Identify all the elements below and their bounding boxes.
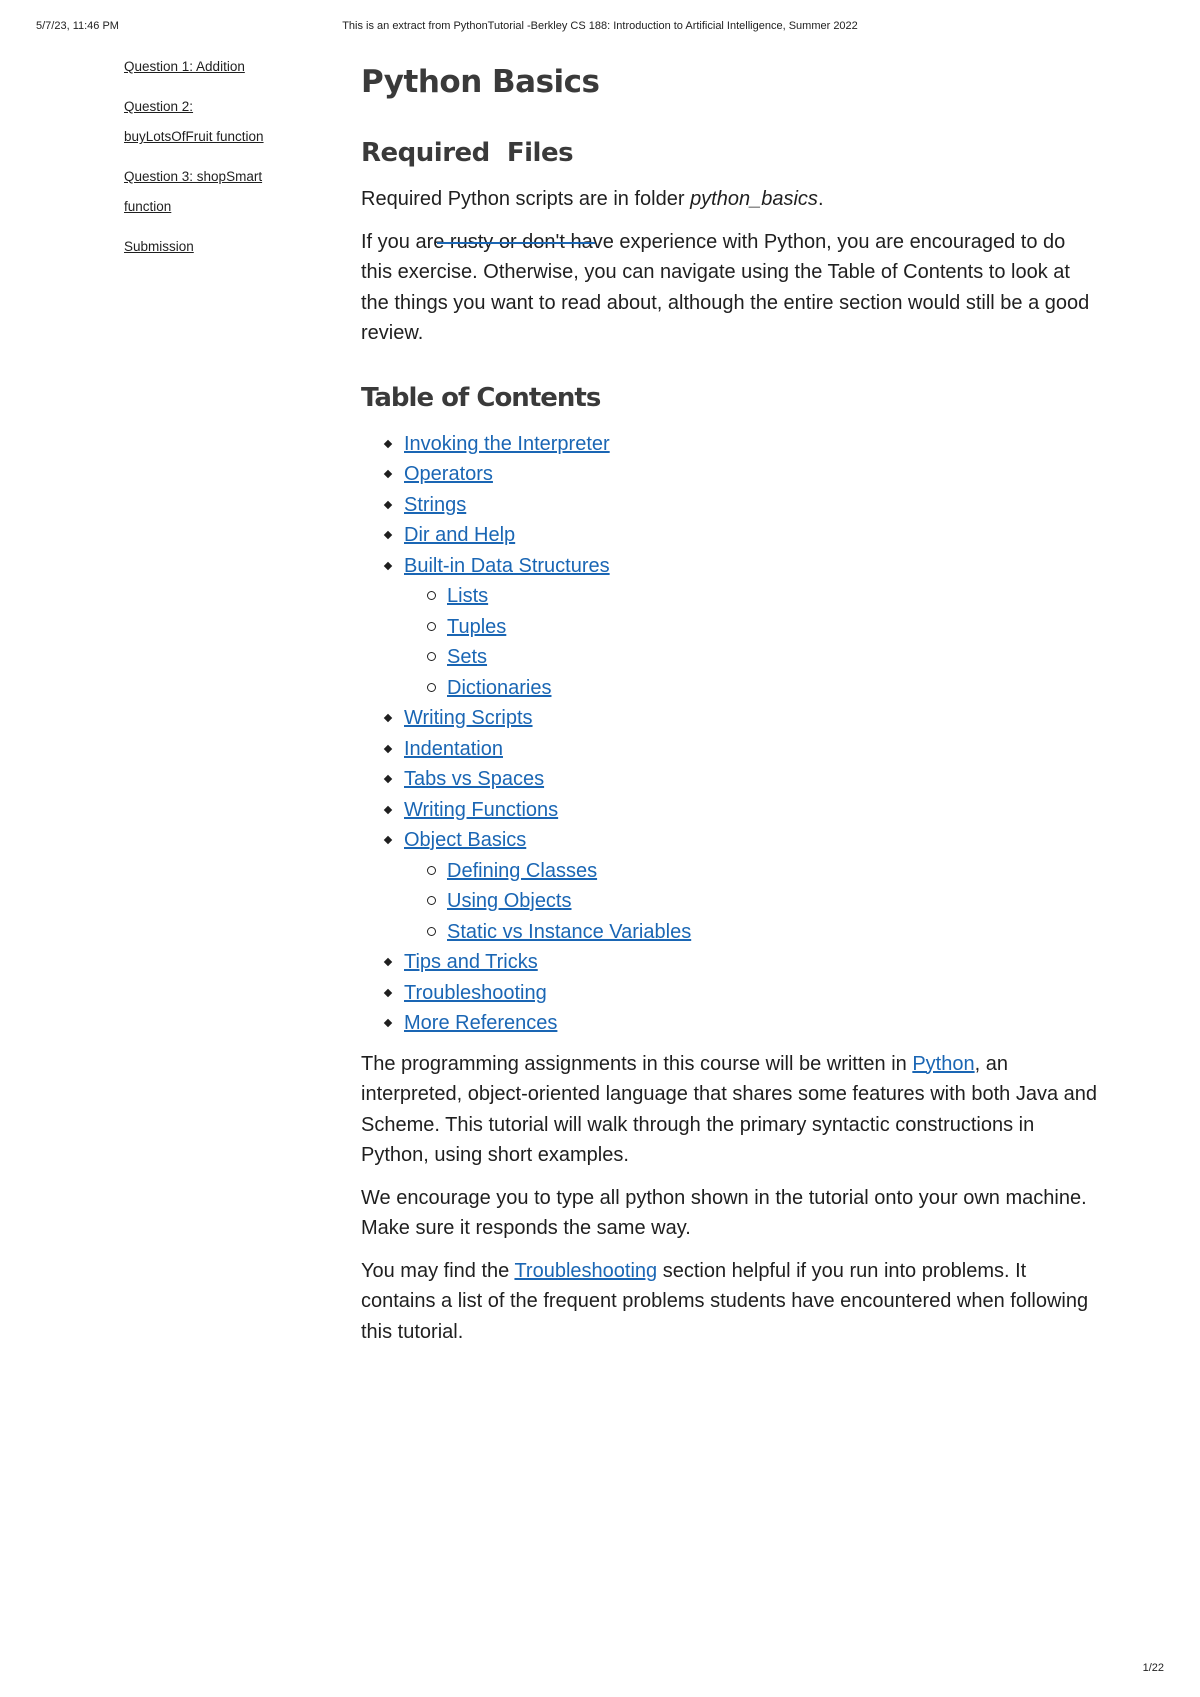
toc-sublist: [404, 581, 1101, 703]
intro-paragraph-2: We encourage you to type all python shown in the tutorial onto your own machine. Make sure it responds the same way.: [361, 1186, 1087, 1239]
print-title: This is an extract from PythonTutorial -Berkley CS 188: Introduction to Artificial Intelligence, Summer 2022: [342, 20, 858, 32]
list-item: [385, 490, 1101, 521]
sidebar-item-submission[interactable]: Submission: [124, 239, 194, 254]
list-item: [385, 429, 1101, 460]
sidebar-nav: [124, 52, 324, 272]
sidebar-item-question-2[interactable]: Question 2: buyLotsOfFruit function: [124, 99, 264, 144]
toc-link-writing-functions[interactable]: Writing Functions: [404, 798, 559, 821]
circle-bullet-icon: [427, 866, 436, 875]
toc-link-dir-help[interactable]: Dir and Help: [404, 524, 516, 546]
list-item: [385, 947, 1101, 978]
toc-link-invoking-interpreter[interactable]: Invoking the Interpreter: [404, 432, 610, 455]
list-item: [385, 825, 1101, 947]
toc-link-using-objects[interactable]: Using Objects: [447, 890, 572, 912]
sidebar-item-question-3[interactable]: Question 3: shopSmart function: [124, 169, 263, 214]
intro-paragraph-3: [361, 1256, 1101, 1348]
circle-bullet-icon: [427, 622, 436, 631]
circle-bullet-icon: [427, 652, 436, 661]
page-number: 1/22: [1142, 1662, 1164, 1674]
toc-sublist: [404, 856, 1101, 948]
intro-p1-suffix: , an interpreted, object-oriented language that shares some features with both Java and Scheme. This tutorial will walk through the primary syntactic constructions in Python, using short examples.: [361, 1052, 1098, 1166]
diamond-bullet-icon: [384, 500, 392, 508]
intro-p3-prefix: You may find the: [361, 1259, 515, 1282]
toc-link-writing-scripts[interactable]: Writing Scripts: [404, 707, 533, 729]
diamond-bullet-icon: [384, 439, 392, 447]
main-content: [361, 64, 1101, 1359]
diamond-bullet-icon: [384, 988, 392, 996]
toc-link-operators[interactable]: Operators: [404, 463, 493, 485]
list-item: [428, 642, 1101, 673]
circle-bullet-icon: [427, 896, 436, 905]
toc-heading: Table of Contents: [361, 382, 601, 413]
toc-link-indentation[interactable]: Indentation: [404, 737, 503, 760]
diamond-bullet-icon: [384, 714, 392, 722]
list-item: [385, 703, 1101, 734]
intro-section: [361, 1049, 1101, 1348]
diamond-bullet-icon: [384, 775, 392, 783]
required-files-heading: Required Files: [361, 138, 574, 168]
intro-p1-prefix: The programming assignments in this course will be written in: [361, 1052, 913, 1075]
required-files-prefix: Required Python scripts are in folder: [361, 188, 691, 210]
list-item: [428, 886, 1101, 917]
experience-paragraph: [361, 227, 1101, 349]
list-item: [385, 734, 1101, 765]
python-link[interactable]: Python: [912, 1052, 975, 1075]
list-item: [385, 459, 1101, 490]
diamond-bullet-icon: [384, 470, 392, 478]
print-header: [0, 20, 1200, 40]
troubleshooting-link[interactable]: Troubleshooting: [514, 1259, 658, 1282]
toc-link-troubleshooting[interactable]: Troubleshooting: [404, 981, 547, 1004]
toc-link-tuples[interactable]: Tuples: [447, 615, 507, 638]
list-item: [385, 1008, 1101, 1039]
circle-bullet-icon: [427, 927, 436, 936]
list-item: [385, 795, 1101, 826]
diamond-bullet-icon: [384, 836, 392, 844]
toc-link-data-structures[interactable]: Built-in Data Structures: [404, 554, 610, 577]
toc-link-static-instance[interactable]: Static vs Instance Variables: [447, 920, 692, 943]
list-item: [428, 673, 1101, 704]
toc-link-tabs-spaces[interactable]: Tabs vs Spaces: [404, 768, 545, 790]
required-files-line: [361, 184, 1101, 215]
diamond-bullet-icon: [384, 1019, 392, 1027]
diamond-bullet-icon: [384, 561, 392, 569]
list-item: [428, 581, 1101, 612]
toc-link-object-basics[interactable]: Object Basics: [404, 829, 527, 851]
toc-list: [361, 429, 1101, 1039]
list-item: [385, 978, 1101, 1009]
toc-link-sets[interactable]: Sets: [447, 646, 488, 668]
list-item: [428, 612, 1101, 643]
sidebar-item-question-1[interactable]: Question 1: Addition: [124, 59, 245, 74]
print-date: 5/7/23, 11:46 PM: [36, 20, 119, 32]
list-item: [428, 856, 1101, 887]
page-title: Python Basics: [361, 64, 600, 100]
list-item: [385, 764, 1101, 795]
toc-section: [361, 383, 1101, 1039]
intro-p3-suffix: section helpful if you run into problems. It contains a list of the frequent problems students have encountered when following this tutorial.: [361, 1259, 1089, 1343]
list-item: [385, 551, 1101, 704]
list-item: [385, 520, 1101, 551]
toc-link-dictionaries[interactable]: Dictionaries: [447, 676, 552, 699]
list-item: [428, 917, 1101, 948]
toc-link-defining-classes[interactable]: Defining Classes: [447, 859, 598, 882]
annotation-strike-line: [437, 242, 595, 244]
toc-link-tips-tricks[interactable]: Tips and Tricks: [404, 951, 538, 973]
folder-name: python_basics: [690, 188, 818, 210]
toc-link-lists[interactable]: Lists: [447, 585, 489, 607]
diamond-bullet-icon: [384, 805, 392, 813]
required-files-suffix: .: [817, 188, 824, 210]
intro-paragraph-1: [361, 1049, 1101, 1171]
diamond-bullet-icon: [384, 958, 392, 966]
required-files-section: [361, 138, 1101, 349]
toc-link-strings[interactable]: Strings: [404, 493, 467, 516]
experience-text: If you are rusty or don't have experience with Python, you are encouraged to do this exercise. Otherwise, you can navigate using the Table of Contents to look at the things you want to read about, although the entire section would still be a good review.: [361, 230, 1090, 344]
diamond-bullet-icon: [384, 744, 392, 752]
circle-bullet-icon: [427, 683, 436, 692]
circle-bullet-icon: [427, 591, 436, 600]
toc-link-more-references[interactable]: More References: [404, 1012, 558, 1034]
diamond-bullet-icon: [384, 531, 392, 539]
